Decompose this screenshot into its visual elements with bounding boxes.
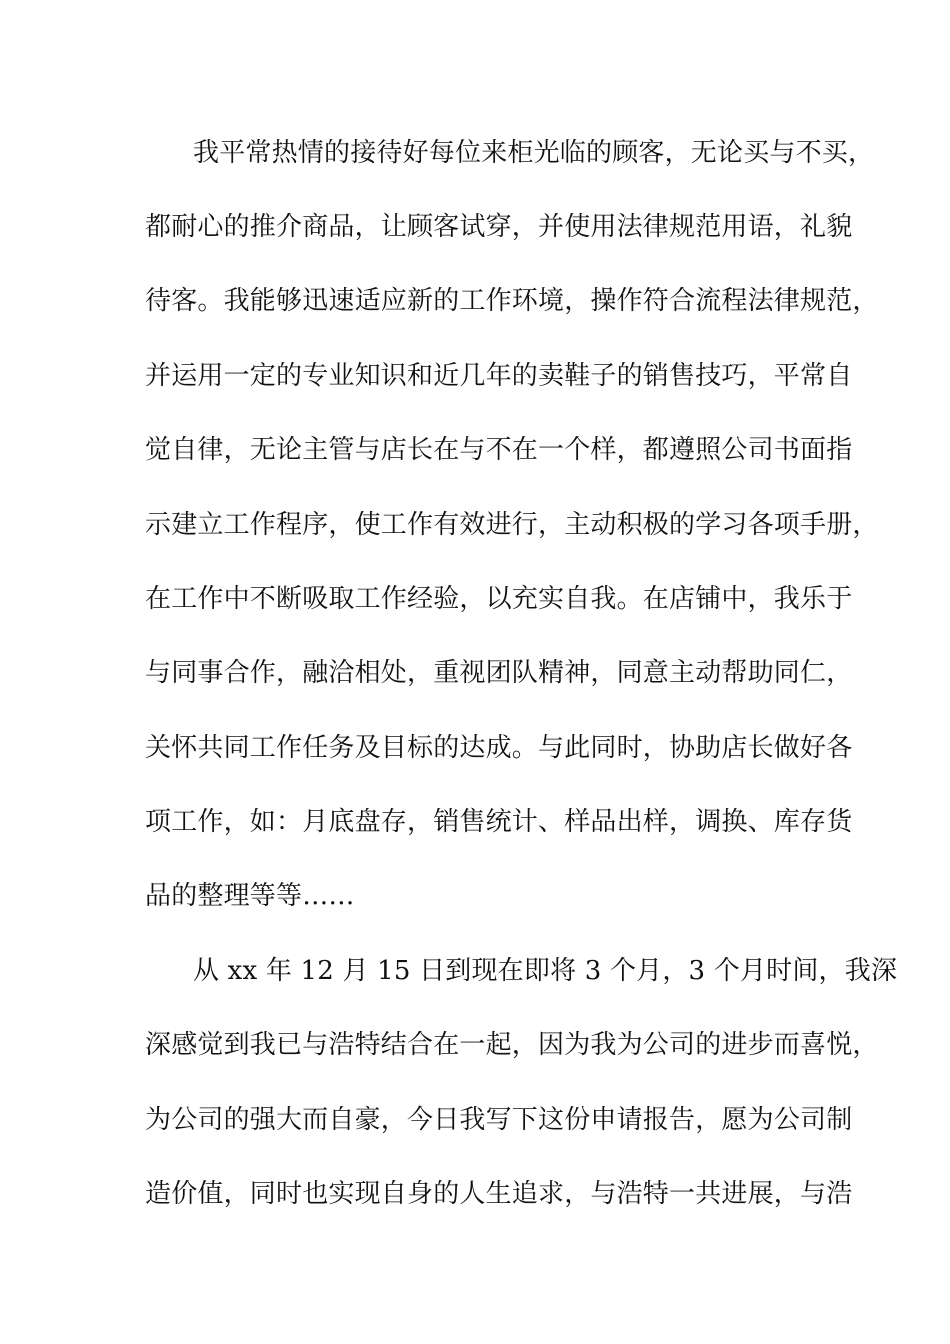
paragraph-1-line-2: 都耐心的推介商品，让顾客试穿，并使用法律规范用语，礼貌 (145, 212, 853, 242)
paragraph-1-line-1: 我平常热情的接待好每位来柜光临的顾客，无论买与不买， (193, 138, 875, 168)
paragraph-1-line-9: 关怀共同工作任务及目标的达成。与此同时，协助店长做好各 (145, 733, 853, 763)
paragraph-1-line-5: 觉自律，无论主管与店长在与不在一个样，都遵照公司书面指 (145, 435, 853, 465)
paragraph-2-line-2: 深感觉到我已与浩特结合在一起，因为我为公司的进步而喜悦， (145, 1030, 879, 1060)
paragraph-2-line-4: 造价值，同时也实现自身的人生追求，与浩特一共进展，与浩 (145, 1179, 853, 1209)
paragraph-1-line-11: 品的整理等等…… (145, 881, 355, 911)
paragraph-2-line-3: 为公司的强大而自豪，今日我写下这份申请报告，愿为公司制 (145, 1105, 853, 1135)
paragraph-2-line-1: 从 xx 年 12 月 15 日到现在即将 3 个月，3 个月时间，我深 (193, 956, 898, 986)
paragraph-1-line-10: 项工作，如：月底盘存，销售统计、样品出样，调换、库存货 (145, 807, 853, 837)
paragraph-1-line-7: 在工作中不断吸取工作经验，以充实自我。在店铺中，我乐于 (145, 584, 853, 614)
paragraph-1-line-3: 待客。我能够迅速适应新的工作环境，操作符合流程法律规范， (145, 286, 879, 316)
paragraph-1-line-8: 与同事合作，融洽相处，重视团队精神，同意主动帮助同仁， (145, 658, 853, 688)
paragraph-1-line-6: 示建立工作程序，使工作有效进行，主动积极的学习各项手册， (145, 510, 879, 540)
paragraph-1-line-4: 并运用一定的专业知识和近几年的卖鞋子的销售技巧，平常自 (145, 361, 853, 391)
